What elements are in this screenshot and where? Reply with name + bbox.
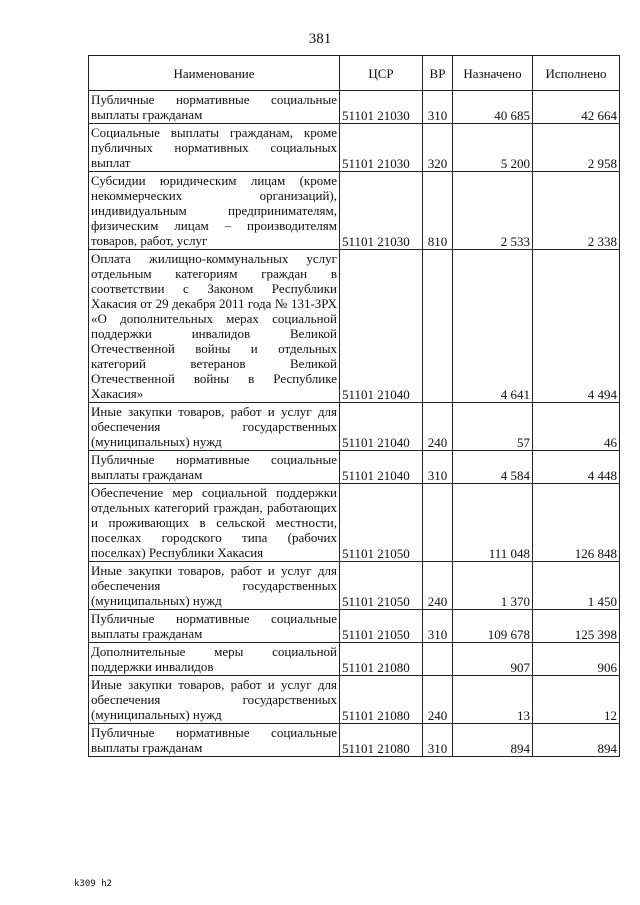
row-assigned: 57 [453,403,533,451]
table-row [89,91,620,124]
row-executed: 894 [533,724,620,757]
table-row [89,562,620,610]
row-assigned: 40 685 [453,91,533,124]
row-csr: 51101 21030 [340,172,423,250]
row-name: Иные закупки товаров, работ и услуг для обеспечения государственных (муниципальных) нужд [89,562,340,610]
row-executed: 2 338 [533,172,620,250]
row-assigned: 111 048 [453,484,533,562]
row-csr: 51101 21040 [340,403,423,451]
row-name: Обеспечение мер социальной поддержки отдельных категорий граждан, работающих и проживающих в сельской местности, поселках городского типа (рабочих поселках) Республики Хакасия [89,484,340,562]
row-executed: 4 448 [533,451,620,484]
row-vr [423,643,453,676]
row-name: Публичные нормативные социальные выплаты гражданам [89,610,340,643]
row-name: Оплата жилищно-коммунальных услуг отдельным категориям граждан в соответствии с Законом Республики Хакасия от 29 декабря 2011 года № 131-ЗРХ «О дополнительных мерах социальной поддержки инвалидов Великой Отечественной войны и отдельных категорий ветеранов Великой Отечественной войны в Республике Хакасия» [89,250,340,403]
row-vr [423,484,453,562]
row-executed: 42 664 [533,91,620,124]
row-name: Публичные нормативные социальные выплаты гражданам [89,91,340,124]
row-assigned: 4 584 [453,451,533,484]
row-vr: 810 [423,172,453,250]
header-csr: ЦСР [340,56,423,91]
row-vr: 310 [423,91,453,124]
row-executed: 125 398 [533,610,620,643]
row-assigned: 1 370 [453,562,533,610]
row-name: Иные закупки товаров, работ и услуг для обеспечения государственных (муниципальных) нужд [89,676,340,724]
row-name: Дополнительные меры социальной поддержки инвалидов [89,643,340,676]
row-executed: 46 [533,403,620,451]
row-executed: 2 958 [533,124,620,172]
row-assigned: 109 678 [453,610,533,643]
table-row [89,172,620,250]
row-executed: 126 848 [533,484,620,562]
row-vr: 240 [423,676,453,724]
row-name: Иные закупки товаров, работ и услуг для обеспечения государственных (муниципальных) нужд [89,403,340,451]
table-row [89,451,620,484]
row-assigned: 4 641 [453,250,533,403]
row-csr: 51101 21050 [340,484,423,562]
table-row [89,403,620,451]
header-executed: Исполнено [533,56,620,91]
row-name: Публичные нормативные социальные выплаты гражданам [89,724,340,757]
row-csr: 51101 21040 [340,451,423,484]
table-row [89,643,620,676]
row-csr: 51101 21080 [340,676,423,724]
row-vr: 320 [423,124,453,172]
row-csr: 51101 21080 [340,643,423,676]
table-row [89,676,620,724]
table-row [89,610,620,643]
table-row [89,124,620,172]
row-csr: 51101 21030 [340,124,423,172]
row-vr: 310 [423,610,453,643]
row-name: Субсидии юридическим лицам (кроме некоммерческих организаций), индивидуальным предпринимателям, физическим лицам – производителям товаров, работ, услуг [89,172,340,250]
row-assigned: 894 [453,724,533,757]
row-vr: 310 [423,451,453,484]
row-csr: 51101 21040 [340,250,423,403]
row-vr [423,250,453,403]
row-executed: 12 [533,676,620,724]
page-number: 381 [308,31,332,47]
table-row [89,484,620,562]
header-assigned: Назначено [453,56,533,91]
row-executed: 1 450 [533,562,620,610]
row-csr: 51101 21050 [340,610,423,643]
row-assigned: 13 [453,676,533,724]
row-csr: 51101 21080 [340,724,423,757]
row-assigned: 907 [453,643,533,676]
row-assigned: 5 200 [453,124,533,172]
row-executed: 906 [533,643,620,676]
header-name: Наименование [89,56,340,91]
table-header-row [89,56,620,91]
row-assigned: 2 533 [453,172,533,250]
table-row [89,724,620,757]
budget-table [88,55,620,757]
row-name: Публичные нормативные социальные выплаты гражданам [89,451,340,484]
row-executed: 4 494 [533,250,620,403]
row-name: Социальные выплаты гражданам, кроме публичных нормативных социальных выплат [89,124,340,172]
row-vr: 310 [423,724,453,757]
header-vr: ВР [423,56,453,91]
row-csr: 51101 21050 [340,562,423,610]
row-vr: 240 [423,562,453,610]
footer-code: k309 h2 [74,879,112,889]
table-row [89,250,620,403]
row-csr: 51101 21030 [340,91,423,124]
row-vr: 240 [423,403,453,451]
